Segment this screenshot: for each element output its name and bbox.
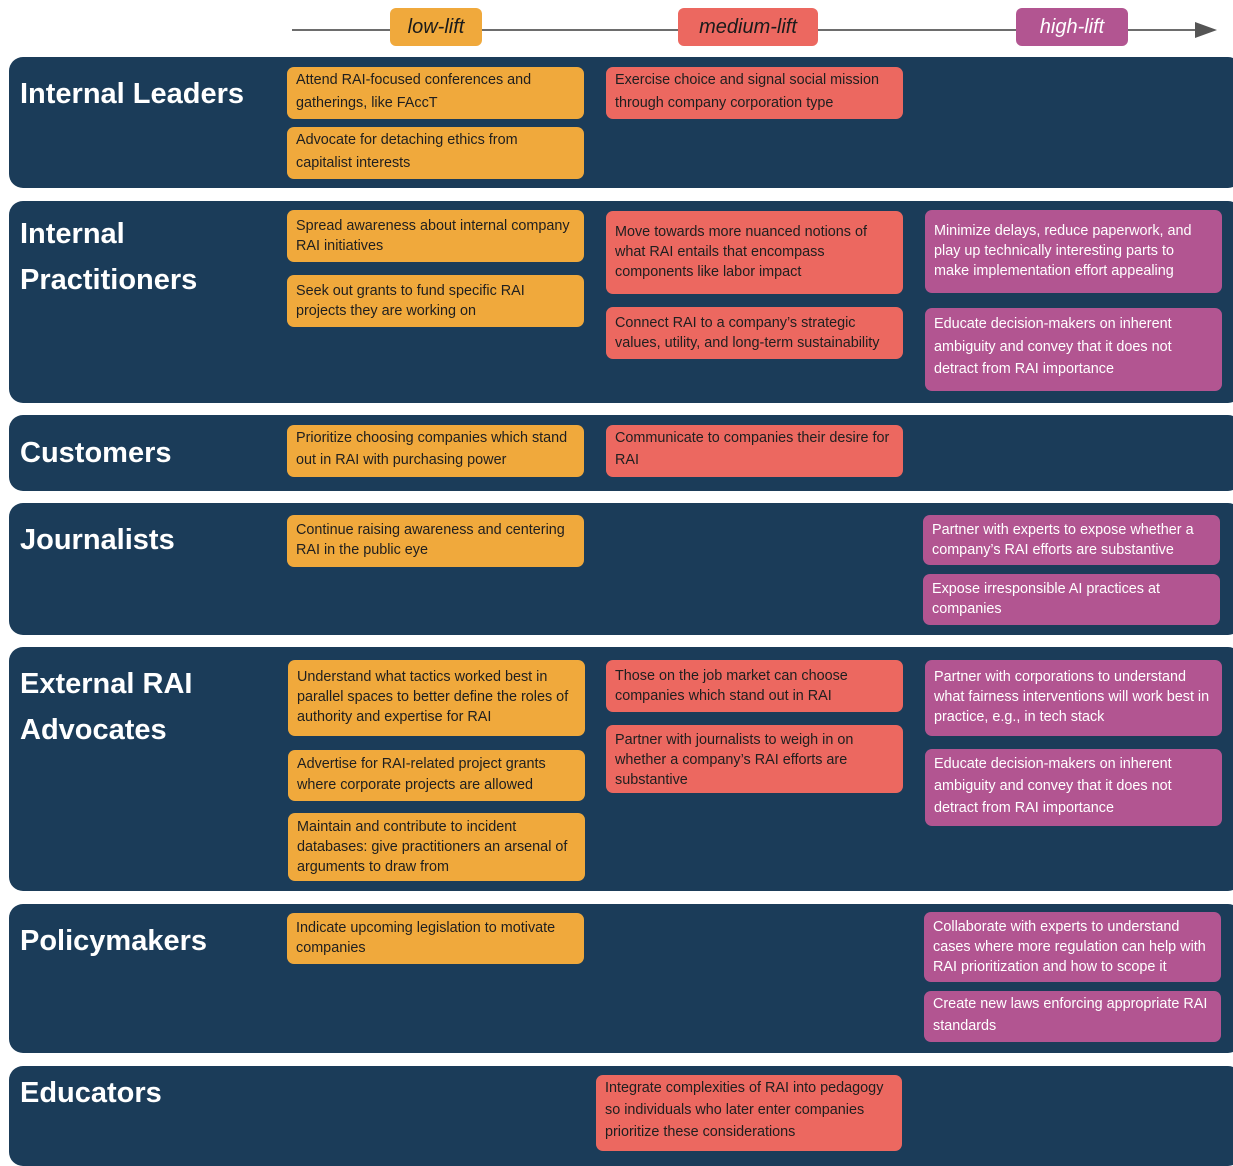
stakeholder-row-policymakers — [9, 904, 1233, 1053]
row-title: Customers — [20, 437, 172, 469]
stakeholder-row-journalists — [9, 503, 1233, 635]
row-title: Internal Practitioners — [20, 218, 198, 296]
stakeholder-row-internal-practitioners — [9, 201, 1233, 403]
action-card-low: Prioritize choosing companies which stand out in RAI with purchasing power — [287, 425, 584, 477]
action-card-low: Continue raising awareness and centering RAI in the public eye — [287, 515, 584, 567]
action-card-medium: Connect RAI to a company’s strategic values, utility, and long-term sustainability — [606, 307, 903, 359]
level-high-label: high-lift — [1016, 8, 1128, 46]
action-card-low: Maintain and contribute to incident databases: give practitioners an arsenal of arguments to draw from — [288, 813, 585, 881]
action-card-high: Create new laws enforcing appropriate RAI standards — [924, 991, 1221, 1042]
axis-arrow-icon — [1195, 22, 1217, 38]
action-card-low: Seek out grants to fund specific RAI projects they are working on — [287, 275, 584, 327]
action-card-medium: Partner with journalists to weigh in on whether a company’s RAI efforts are substantive — [606, 725, 903, 793]
action-card-high: Expose irresponsible AI practices at companies — [923, 574, 1220, 625]
stakeholder-row-customers — [9, 415, 1233, 491]
action-card-low: Understand what tactics worked best in parallel spaces to better define the roles of authority and expertise for RAI — [288, 660, 585, 736]
action-card-low: Advertise for RAI-related project grants where corporate projects are allowed — [288, 750, 585, 801]
level-medium-label: medium-lift — [678, 8, 818, 46]
stakeholder-row-internal-leaders — [9, 57, 1233, 188]
action-card-medium: Communicate to companies their desire for RAI — [606, 425, 903, 477]
row-title: Internal Leaders — [20, 78, 245, 110]
action-card-low: Spread awareness about internal company RAI initiatives — [287, 210, 584, 262]
action-card-low: Attend RAI-focused conferences and gatherings, like FAccT — [287, 67, 584, 119]
row-title: External RAI Advocates — [20, 668, 193, 746]
action-card-high: Educate decision-makers on inherent ambiguity and convey that it does not detract from RAI importance — [925, 308, 1222, 391]
action-card-low: Advocate for detaching ethics from capitalist interests — [287, 127, 584, 179]
action-card-medium: Those on the job market can choose companies which stand out in RAI — [606, 660, 903, 712]
row-title: Policymakers — [20, 925, 208, 957]
action-card-low: Indicate upcoming legislation to motivate companies — [287, 913, 584, 964]
action-card-medium: Exercise choice and signal social mission through company corporation type — [606, 67, 903, 119]
action-card-high: Partner with experts to expose whether a company’s RAI efforts are substantive — [923, 515, 1220, 565]
action-card-high: Collaborate with experts to understand cases where more regulation can help with RAI prioritization and how to scope it — [924, 912, 1221, 982]
row-title: Journalists — [20, 524, 175, 556]
action-card-medium: Move towards more nuanced notions of what RAI entails that encompass components like labor impact — [606, 211, 903, 294]
action-card-high: Educate decision-makers on inherent ambiguity and convey that it does not detract from RAI importance — [925, 749, 1222, 826]
action-card-high: Minimize delays, reduce paperwork, and play up technically interesting parts to make implementation effort appealing — [925, 210, 1222, 293]
stakeholder-row-educators — [9, 1066, 1233, 1166]
action-card-medium: Integrate complexities of RAI into pedagogy so individuals who later enter companies prioritize these considerations — [596, 1075, 902, 1151]
action-card-high: Partner with corporations to understand what fairness interventions will work best in practice, e.g., in tech stack — [925, 660, 1222, 736]
stakeholder-row-external-rai-advocates — [9, 647, 1233, 891]
level-low-label: low-lift — [390, 8, 482, 46]
row-title: Educators — [20, 1077, 162, 1109]
